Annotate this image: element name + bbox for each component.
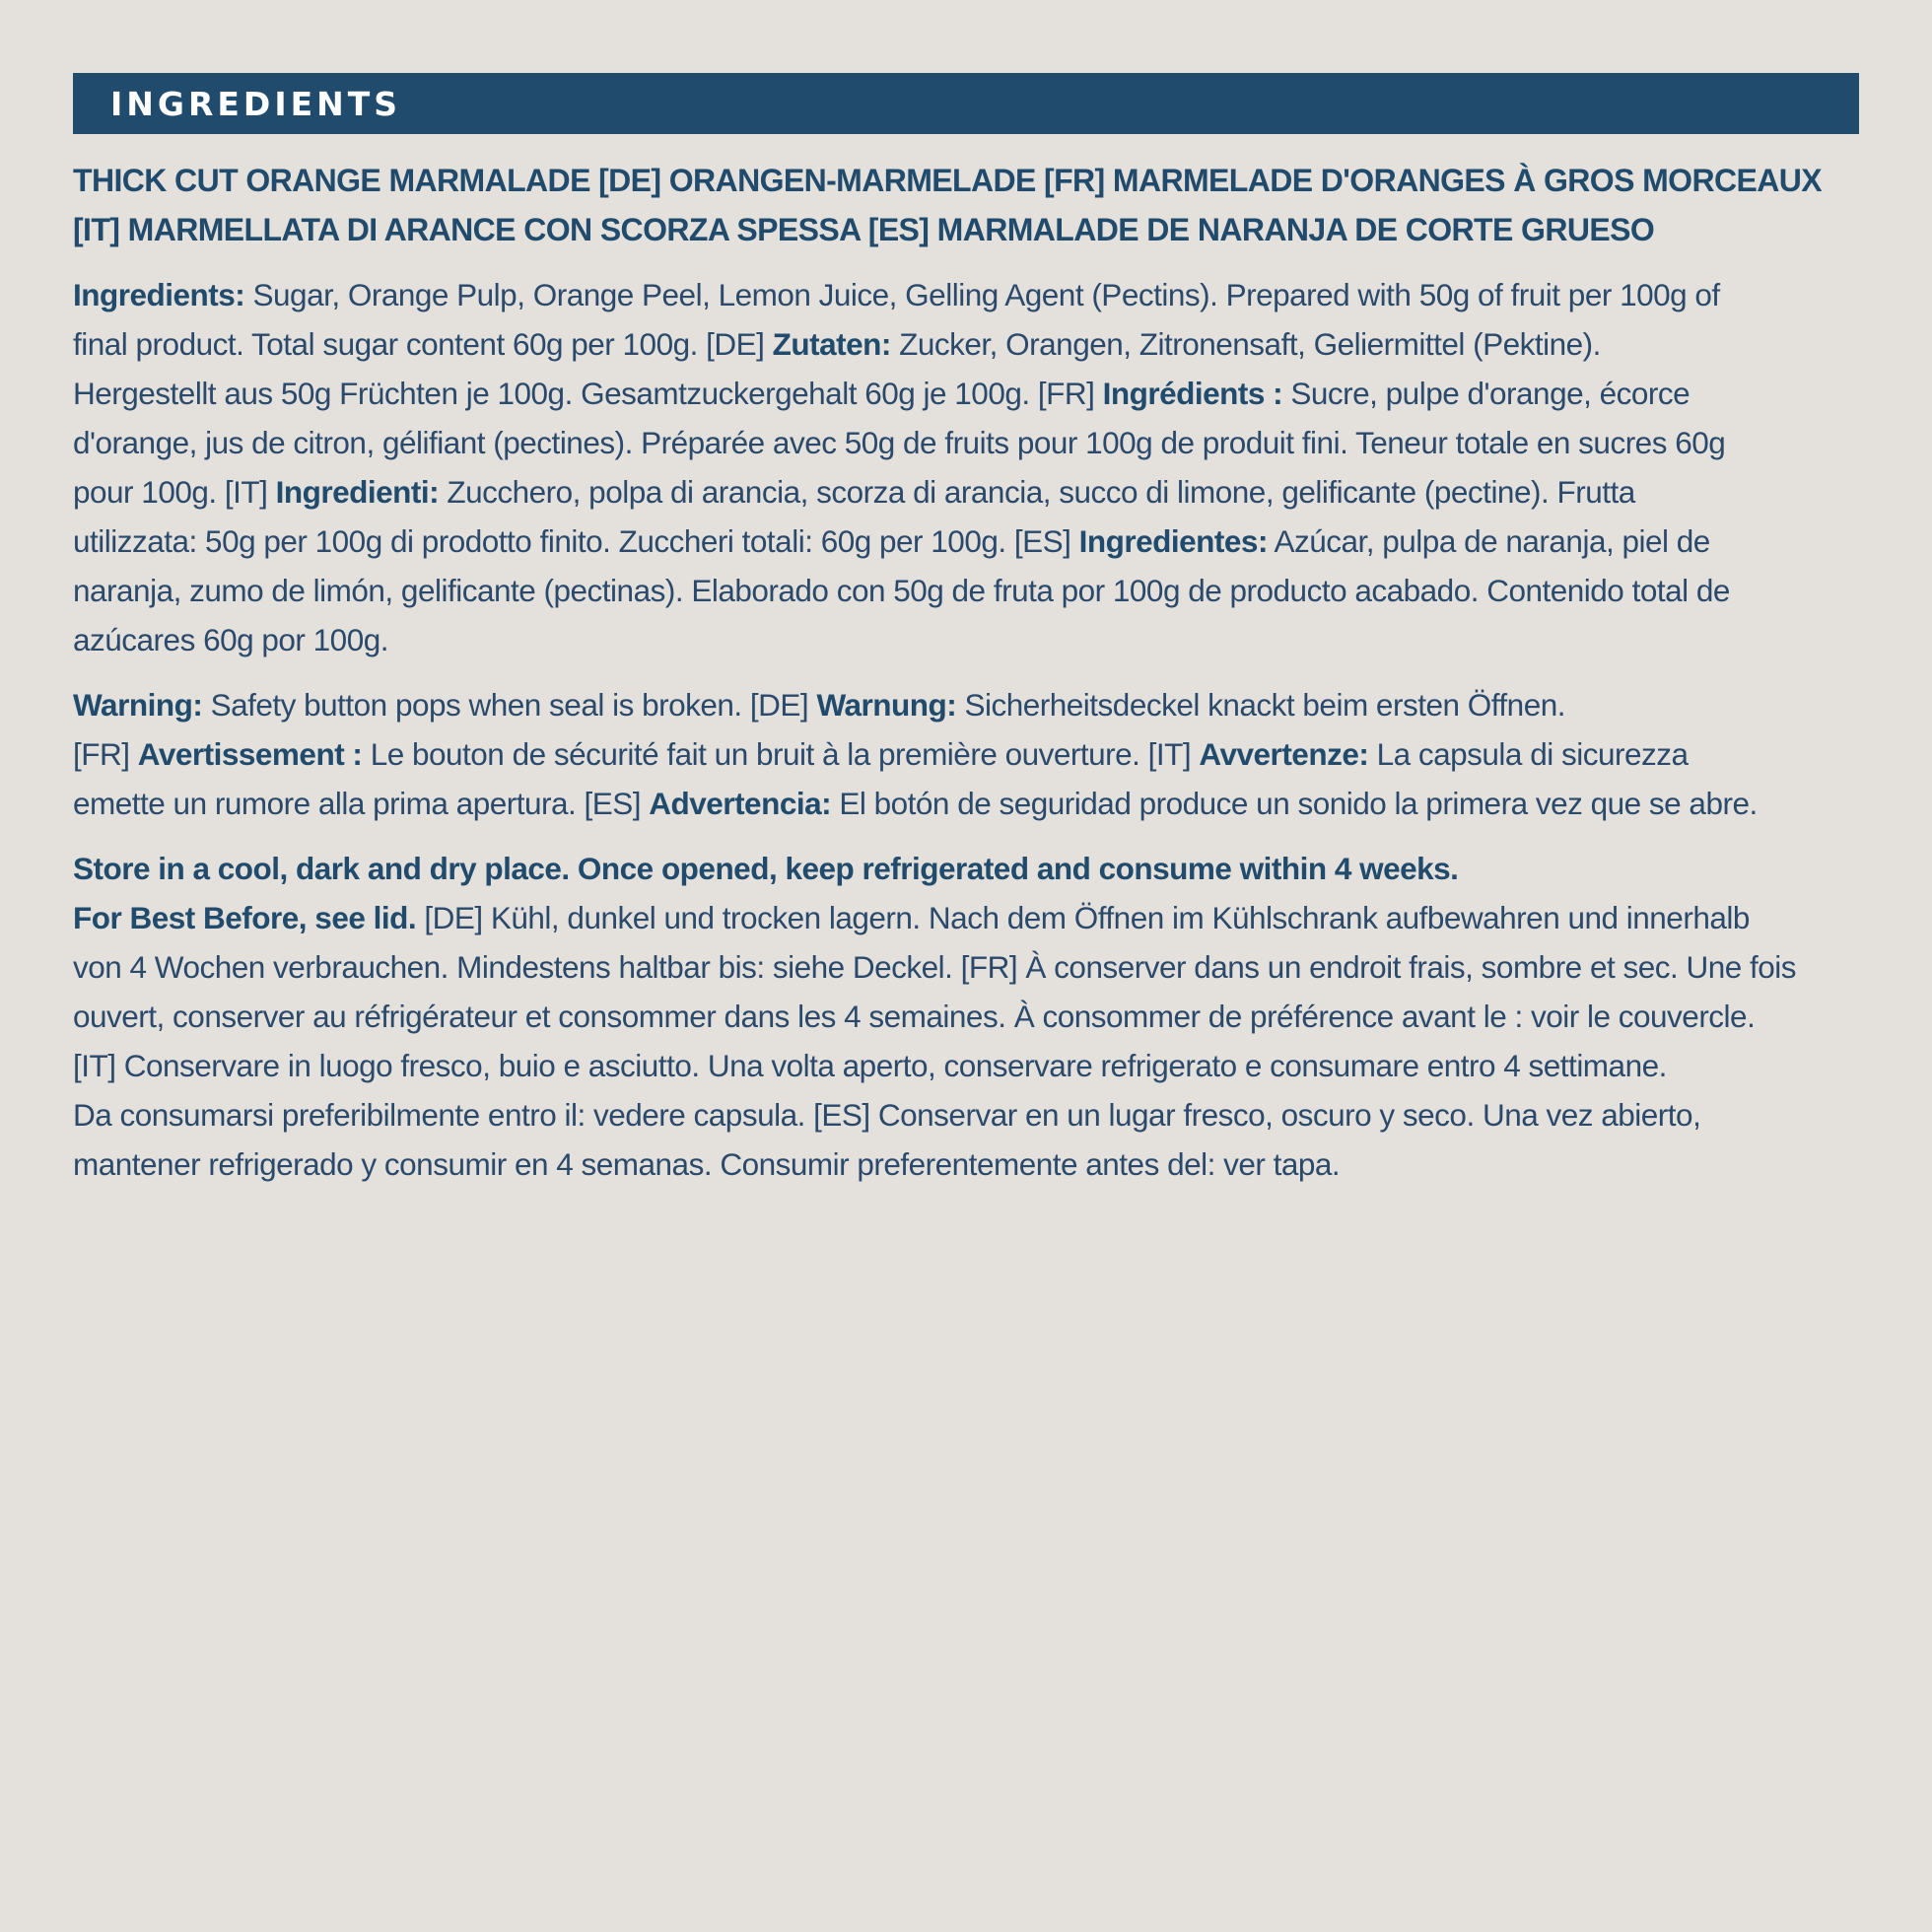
storage-line-3 — [73, 942, 1859, 992]
warning-fr-text: Le bouton de sécurité fait un bruit à la première ouverture. [IT] — [362, 736, 1200, 772]
storage-de-text-2: von 4 Wochen verbrauchen. Mindestens haltbar bis: siehe Deckel. [FR] À conserver dans un endroit frais, sombre et sec. Une fois — [73, 949, 1797, 985]
storage-line-1 — [73, 844, 1859, 893]
ingredients-line-1 — [73, 270, 1859, 319]
ingredients-de-text-1: Zucker, Orangen, Zitronensaft, Geliermittel (Pektine). — [890, 326, 1601, 362]
ingredients-en-label: Ingredients: — [73, 277, 245, 312]
ingredients-en-text-2: final product. Total sugar content 60g per 100g. [DE] — [73, 326, 773, 362]
storage-section — [73, 844, 1859, 1189]
storage-en-bold-2: For Best Before, see lid. — [73, 900, 417, 935]
storage-line-5 — [73, 1041, 1859, 1090]
ingredients-line-6 — [73, 517, 1859, 566]
ingredients-it-text-1: Zucchero, polpa di arancia, scorza di arancia, succo di limone, gelificante (pectine). Frutta — [439, 474, 1635, 510]
ingredients-es-text-3: azúcares 60g por 100g. — [73, 622, 388, 657]
ingredients-it-text-2: utilizzata: 50g per 100g di prodotto finito. Zuccheri totali: 60g per 100g. [ES] — [73, 523, 1079, 559]
ingredients-section — [73, 270, 1859, 664]
warning-es-label: Advertencia: — [649, 786, 832, 821]
ingredients-en-text-1: Sugar, Orange Pulp, Orange Peel, Lemon Juice, Gelling Agent (Pectins). Prepared with 50g of fruit per 100g of — [244, 277, 1720, 312]
ingredients-fr-text-3: pour 100g. [IT] — [73, 474, 276, 510]
storage-it-text-2: Da consumarsi preferibilmente entro il: vedere capsula. [ES] Conservar en un lugar fresco, oscuro y seco. Una vez abierto, — [73, 1097, 1701, 1133]
ingredients-it-label: Ingredienti: — [275, 474, 440, 510]
warning-de-label: Warnung: — [816, 687, 957, 723]
warning-de-text: Sicherheitsdeckel knackt beim ersten Öffnen. — [956, 687, 1565, 723]
warning-section — [73, 680, 1859, 828]
ingredients-es-text-1: Azúcar, pulpa de naranja, piel de — [1267, 523, 1710, 559]
ingredients-fr-label: Ingrédients : — [1102, 376, 1283, 411]
warning-line-1 — [73, 680, 1859, 729]
ingredients-de-label: Zutaten: — [772, 326, 891, 362]
warning-en-label: Warning: — [73, 687, 203, 723]
ingredients-line-4 — [73, 418, 1859, 467]
storage-de-text-1: [DE] Kühl, dunkel und trocken lagern. Nach dem Öffnen im Kühlschrank aufbewahren und innerhalb — [416, 900, 1750, 935]
ingredients-line-7 — [73, 566, 1859, 615]
warning-line-2 — [73, 729, 1859, 779]
warning-en-text: Safety button pops when seal is broken. [DE] — [202, 687, 817, 723]
storage-fr-text: ouvert, conserver au réfrigérateur et consommer dans les 4 semaines. À consommer de préférence avant le : voir le couvercle. — [73, 999, 1756, 1034]
warning-it-text-1: La capsula di sicurezza — [1368, 736, 1689, 772]
warning-fr-prefix: [FR] — [73, 736, 138, 772]
warning-it-text-2: emette un rumore alla prima apertura. [ES] — [73, 786, 650, 821]
header-title: INGREDIENTS — [110, 84, 402, 123]
warning-line-3 — [73, 779, 1859, 828]
ingredients-line-8 — [73, 615, 1859, 664]
storage-es-text: mantener refrigerado y consumir en 4 semanas. Consumir preferentemente antes del: ver tapa. — [73, 1146, 1341, 1182]
warning-it-label: Avvertenze: — [1199, 736, 1369, 772]
ingredients-line-5 — [73, 467, 1859, 517]
warning-es-text: El botón de seguridad produce un sonido la primera vez que se abre. — [831, 786, 1758, 821]
storage-line-7 — [73, 1139, 1859, 1189]
storage-line-6 — [73, 1090, 1859, 1139]
product-names-line-1: THICK CUT ORANGE MARMALADE [DE] ORANGEN-MARMELADE [FR] MARMELADE D'ORANGES À GROS MORCEAUX — [73, 163, 1822, 198]
ingredients-header-bar — [73, 73, 1859, 134]
ingredients-line-2 — [73, 319, 1859, 369]
product-names — [73, 156, 1859, 254]
ingredients-fr-text-2: d'orange, jus de citron, gélifiant (pectines). Préparée avec 50g de fruits pour 100g de produit fini. Teneur totale en sucres 60g — [73, 425, 1726, 460]
storage-en-bold-1: Store in a cool, dark and dry place. Once opened, keep refrigerated and consume within 4 weeks. — [73, 851, 1459, 886]
ingredients-es-text-2: naranja, zumo de limón, gelificante (pectinas). Elaborado con 50g de fruta por 100g de producto acabado. Contenido total de — [73, 573, 1730, 608]
ingredients-line-3 — [73, 369, 1859, 418]
storage-line-2 — [73, 893, 1859, 942]
storage-line-4 — [73, 992, 1859, 1041]
ingredients-fr-text-1: Sucre, pulpe d'orange, écorce — [1282, 376, 1690, 411]
ingredients-de-text-2: Hergestellt aus 50g Früchten je 100g. Gesamtzuckergehalt 60g je 100g. [FR] — [73, 376, 1103, 411]
ingredients-es-label: Ingredientes: — [1078, 523, 1268, 559]
storage-it-text-1: [IT] Conservare in luogo fresco, buio e asciutto. Una volta aperto, conservare refrigerato e consumare entro 4 settimane. — [73, 1048, 1667, 1083]
warning-fr-label: Avertissement : — [137, 736, 363, 772]
product-names-line-2: [IT] MARMELLATA DI ARANCE CON SCORZA SPESSA [ES] MARMALADE DE NARANJA DE CORTE GRUESO — [73, 212, 1655, 247]
